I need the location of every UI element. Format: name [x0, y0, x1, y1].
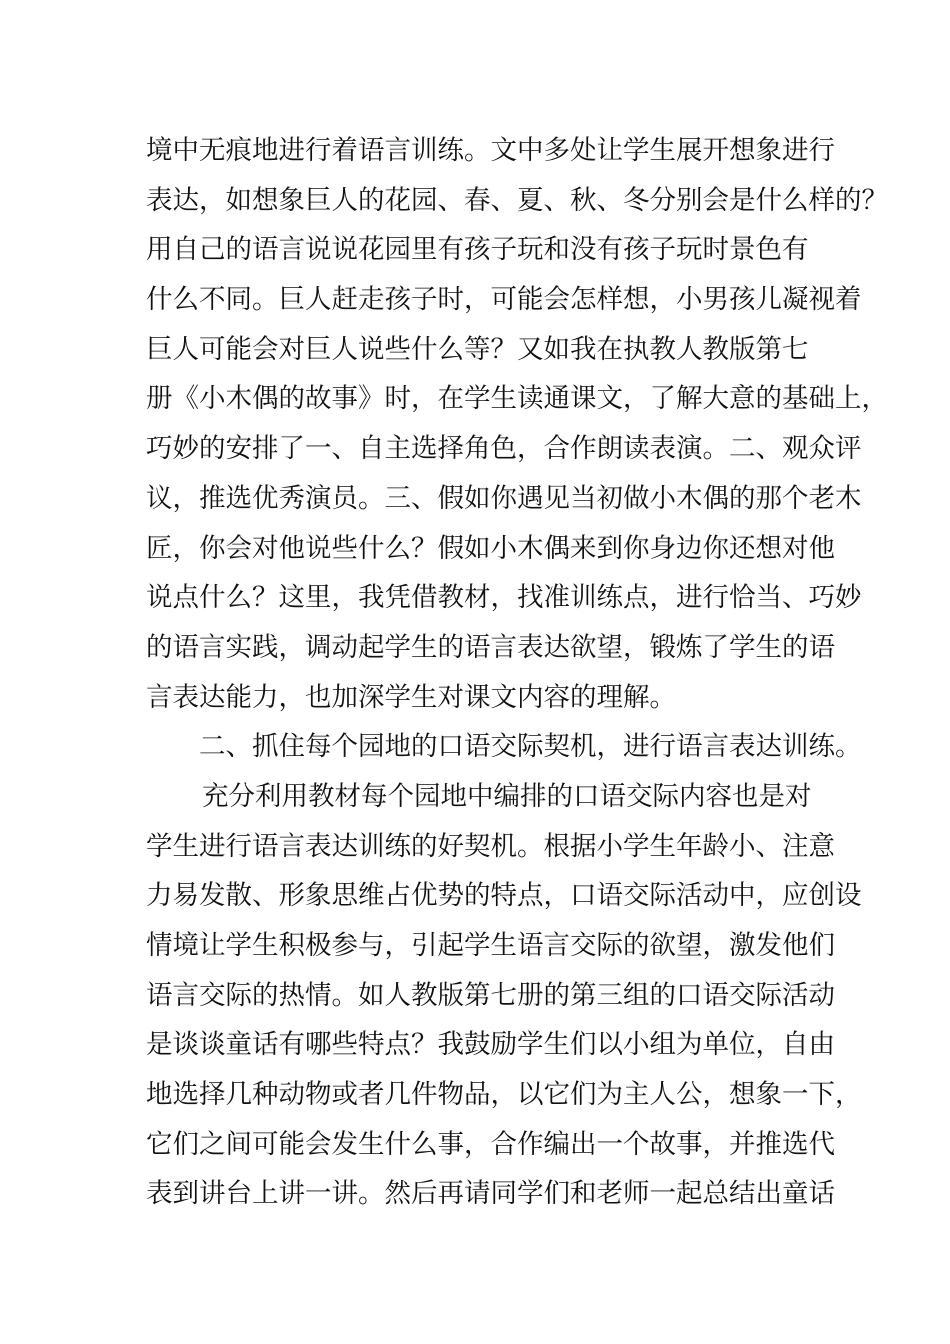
- section-heading: 二、抓住每个园地的口语交际契机，进行语言表达训练。: [199, 731, 862, 763]
- text-line: 地选择几种动物或者几件物品，以它们为主人公，想象一下，: [146, 1079, 862, 1111]
- text-line: 语言交际的热情。如人教版第七册的第三组的口语交际活动: [146, 979, 835, 1011]
- text-line: 情境让学生积极参与，引起学生语言交际的欲望，激发他们: [146, 930, 835, 961]
- text-line: 是谈谈童话有哪些特点？我鼓励学生们以小组为单位，自由: [146, 1029, 835, 1061]
- text-line: 境中无痕地进行着语言训练。文中多处让学生展开想象进行: [146, 135, 835, 166]
- text-line: 议，推选优秀演员。三、假如你遇见当初做小木偶的那个老木: [146, 482, 862, 514]
- body-text: [146, 126, 888, 1219]
- text-line: 用自己的语言说说花园里有孩子玩和没有孩子玩时景色有: [146, 234, 809, 266]
- text-line: 的语言实践，调动起学生的语言表达欲望，锻炼了学生的语: [146, 631, 835, 663]
- text-line: 力易发散、形象思维占优势的特点，口语交际活动中，应创设: [146, 880, 862, 912]
- text-line: 表达，如想象巨人的花园、春、夏、秋、冬分别会是什么样的？: [146, 184, 888, 216]
- text-line: 册《小木偶的故事》时，在学生读通课文，了解大意的基础上，: [146, 383, 888, 415]
- text-line: 说点什么？这里，我凭借教材，找准训练点，进行恰当、巧妙: [146, 582, 862, 614]
- text-line: 言表达能力，也加深学生对课文内容的理解。: [146, 681, 676, 713]
- text-line: 它们之间可能会发生什么事，合作编出一个故事，并推选代: [146, 1128, 835, 1160]
- text-line: 充分利用教材每个园地中编排的口语交际内容也是对: [202, 780, 812, 812]
- text-line: 表到讲台上讲一讲。然后再请同学们和老师一起总结出童话: [146, 1178, 835, 1210]
- text-line: 学生进行语言表达训练的好契机。根据小学生年龄小、注意: [146, 830, 835, 862]
- text-line: 什么不同。巨人赶走孩子时，可能会怎样想，小男孩儿凝视着: [146, 284, 862, 316]
- text-line: 巧妙的安排了一、自主选择角色，合作朗读表演。二、观众评: [146, 433, 862, 465]
- text-line: 巨人可能会对巨人说些什么等？又如我在执教人教版第七: [146, 333, 809, 365]
- text-line: 匠，你会对他说些什么？假如小木偶来到你身边你还想对他: [146, 532, 835, 564]
